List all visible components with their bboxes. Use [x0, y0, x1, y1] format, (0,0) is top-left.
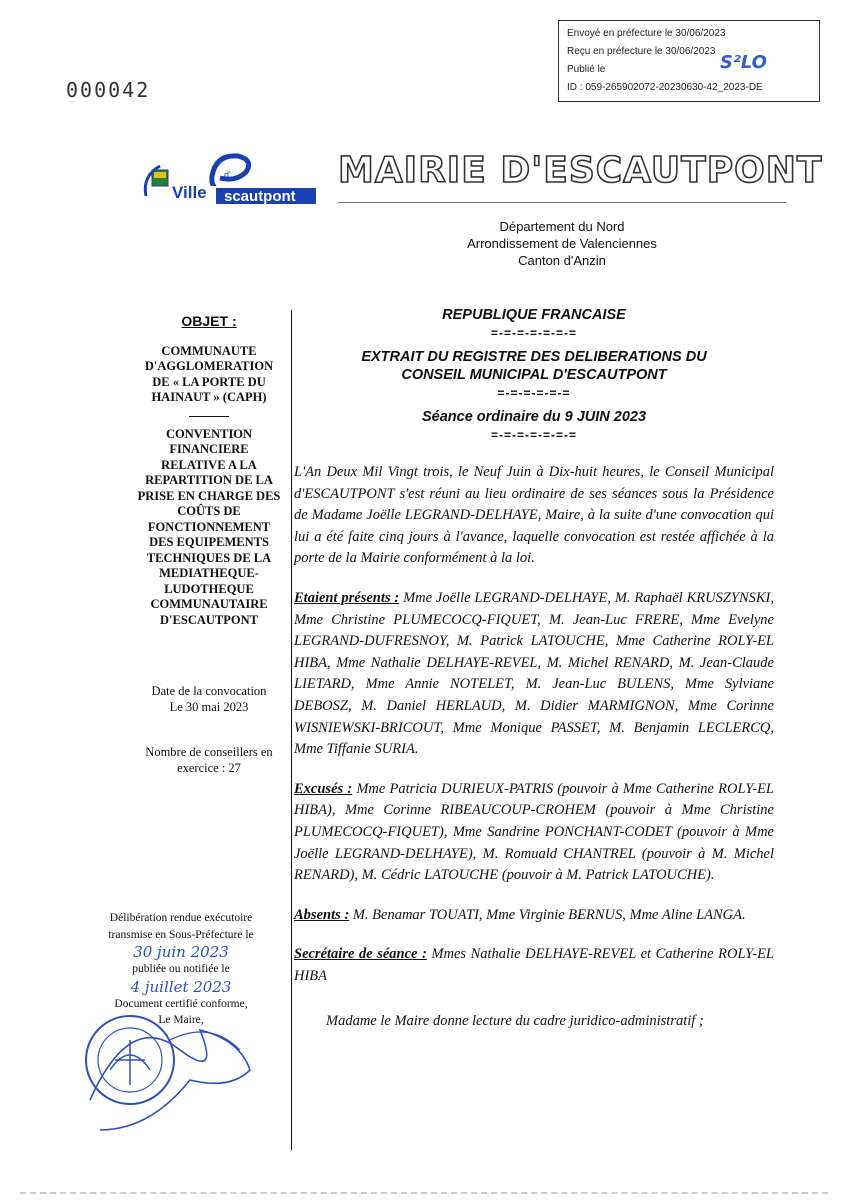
objet-subject-line: FINANCIERE — [169, 442, 249, 456]
publiee-line: publiée ou notifiée le — [132, 963, 230, 975]
departement: Département du Nord — [499, 219, 625, 234]
conseillers-label: Nombre de conseillers en — [145, 745, 273, 759]
transmise-line: transmise en Sous-Préfecture le — [108, 928, 254, 941]
presents-list: Mme Joëlle LEGRAND-DELHAYE, M. Raphaël KRUSZYNSKI, Mme Christine PLUMECOCQ-FIQUET, M. Jean-Luc FRERE, Mme Evelyne LEGRAND-DUFRESNOY, M. Patrick LATOUCHE, Mme Catherine ROLY-EL HIBA, Mme Nathalie DELHAYE-REVEL, M. Michel RENARD, M. Jean-Claude LIETARD, Mme Annie NOTELET, M. Jean-Luc BULENS, Mme Sylviane DEBOSZ, M. Daniel HERLAUD, M. Didier MARMIGNON, Mme Corinne WISNIEWSKI-BRICOUT, Mme Monique PASSET, M. Benjamin LECLERCQ, Mme Tiffanie SURIA. — [294, 589, 774, 758]
certifie-line: Document certifié conforme, — [114, 997, 248, 1010]
prefecture-recu: Reçu en préfecture le 30/06/2023 — [567, 46, 716, 57]
department-info — [338, 218, 786, 269]
logo-ville-text: Ville — [172, 183, 207, 202]
absents-paragraph — [294, 905, 774, 927]
presents-label: Etaient présents : — [294, 589, 400, 606]
prefecture-id: ID : 059-265902072-20230630-42_2023-DE — [567, 82, 763, 93]
secretaire-label: Secrétaire de séance : — [294, 946, 427, 963]
prefecture-publie: Publié le — [567, 64, 606, 75]
objet-entity-line: D'AGGLOMERATION — [144, 359, 274, 373]
title-divider — [338, 202, 786, 203]
mairie-title: MAIRIE D'ESCAUTPONT — [338, 150, 823, 191]
mairie-seal-signature-icon — [70, 990, 270, 1140]
excuses-list: Mme Patricia DURIEUX-PATRIS (pouvoir à Mme Catherine ROLY-EL HIBA), Mme Corinne RIBEAUCOUP-CROHEM (pouvoir à Mme Christine PLUMECOCQ-FIQUET), Mme Sandrine PONCHANT-CODET (pouvoir à Mme Joëlle LEGRAND-DELHAYE), M. Romuald CHANTREL (pouvoir à M. Michel RENARD), M. Cédric LATOUCHE (pouvoir à M. Patrick LATOUCHE). — [294, 780, 774, 884]
absents-label: Absents : — [294, 906, 350, 923]
prefecture-envoye: Envoyé en préfecture le 30/06/2023 — [567, 28, 726, 39]
objet-subject-line: D'ESCAUTPONT — [160, 612, 258, 627]
handwritten-date-publication: 4 juillet 2023 — [130, 977, 232, 996]
excuses-paragraph — [294, 779, 774, 887]
excuses-label: Excusés : — [294, 780, 353, 797]
objet-subject-line: COÛTS DE — [177, 504, 241, 518]
separator: =-=-=-=-=-= — [497, 386, 571, 400]
convocation-date: Le 30 mai 2023 — [169, 699, 249, 714]
objet-entity-line: COMMUNAUTE — [161, 343, 257, 358]
executoire-line: Délibération rendue exécutoire — [109, 912, 253, 924]
objet-subject-line: TECHNIQUES DE LA — [146, 550, 272, 565]
objet-subject — [134, 427, 284, 629]
convocation-label: Date de la convocation — [151, 684, 267, 698]
le-maire-line: Le Maire, — [158, 1014, 204, 1026]
objet-subject-line: CONVENTION — [165, 426, 253, 441]
presents-paragraph — [294, 588, 774, 761]
objet-subject-line: COMMUNAUTAIRE — [150, 597, 268, 611]
prefecture-stamp — [558, 20, 820, 102]
scan-edge — [20, 1192, 828, 1194]
absents-list: M. Benamar TOUATI, Mme Virginie BERNUS, Mme Aline LANGA. — [349, 906, 746, 923]
logo-graphic-icon — [140, 148, 320, 208]
objet-subject-line: DES EQUIPEMENTS — [149, 535, 269, 549]
separator: =-=-=-=-=-=-= — [490, 326, 578, 340]
separator: =-=-=-=-=-=-= — [490, 428, 578, 442]
handwritten-date-transmission: 30 juin 2023 — [133, 943, 229, 961]
lecture-paragraph: Madame le Maire donne lecture du cadre juridico-administratif ; — [326, 1013, 704, 1030]
secretaire-names: Mmes Nathalie DELHAYE-REVEL et Catherine ROLY-EL HIBA — [294, 946, 774, 984]
ville-escautpont-logo — [140, 148, 320, 208]
objet-divider — [189, 416, 229, 417]
svg-text:d': d' — [224, 170, 231, 180]
objet-entity — [134, 344, 284, 406]
arrondissement: Arrondissement de Valenciennes — [467, 236, 657, 251]
secretaire-paragraph — [294, 944, 774, 987]
logo-escautpont-text: scautpont — [224, 188, 296, 205]
objet-subject-line: PRISE EN CHARGE DES — [137, 488, 281, 503]
objet-subject-line: MEDIATHEQUE- — [159, 566, 259, 580]
objet-subject-line: FONCTIONNEMENT — [147, 519, 271, 534]
objet-sidebar — [134, 314, 284, 776]
republique-francaise: REPUBLIQUE FRANCAISE — [442, 307, 626, 323]
slo-handwritten: S²LO — [720, 52, 767, 73]
extrait-title-line1: EXTRAIT DU REGISTRE DES DELIBERATIONS DU — [361, 349, 707, 365]
canton: Canton d'Anzin — [518, 253, 606, 268]
deliberation-body — [294, 306, 774, 1033]
column-divider — [291, 310, 292, 1150]
objet-subject-line: LUDOTHEQUE — [164, 581, 254, 596]
reference-number: 000042 — [66, 78, 151, 102]
objet-entity-line: HAINAUT » (CAPH) — [151, 390, 267, 404]
objet-label: OBJET : — [181, 313, 237, 329]
objet-subject-line: RELATIVE A LA — [161, 457, 257, 472]
intro-paragraph: L'An Deux Mil Vingt trois, le Neuf Juin à Dix-huit heures, le Conseil Municipal d'ESCAUTPONT s'est réuni au lieu ordinaire de ses séances sous la Présidence de Madame Joëlle LEGRAND-DELHAYE, Maire, à la suite d'une convocation qui lui a été faite cinq jours à l'avance, laquelle convocation est restée affichée à la porte de la Mairie conformément à la loi. — [294, 464, 774, 567]
extrait-title-line2: CONSEIL MUNICIPAL D'ESCAUTPONT — [401, 367, 667, 383]
seance-title: Séance ordinaire du 9 JUIN 2023 — [421, 409, 647, 425]
objet-subject-line: REPARTITION DE LA — [145, 473, 273, 487]
objet-entity-line: DE « LA PORTE DU — [152, 374, 266, 389]
conseillers-value: exercice : 27 — [177, 760, 241, 775]
